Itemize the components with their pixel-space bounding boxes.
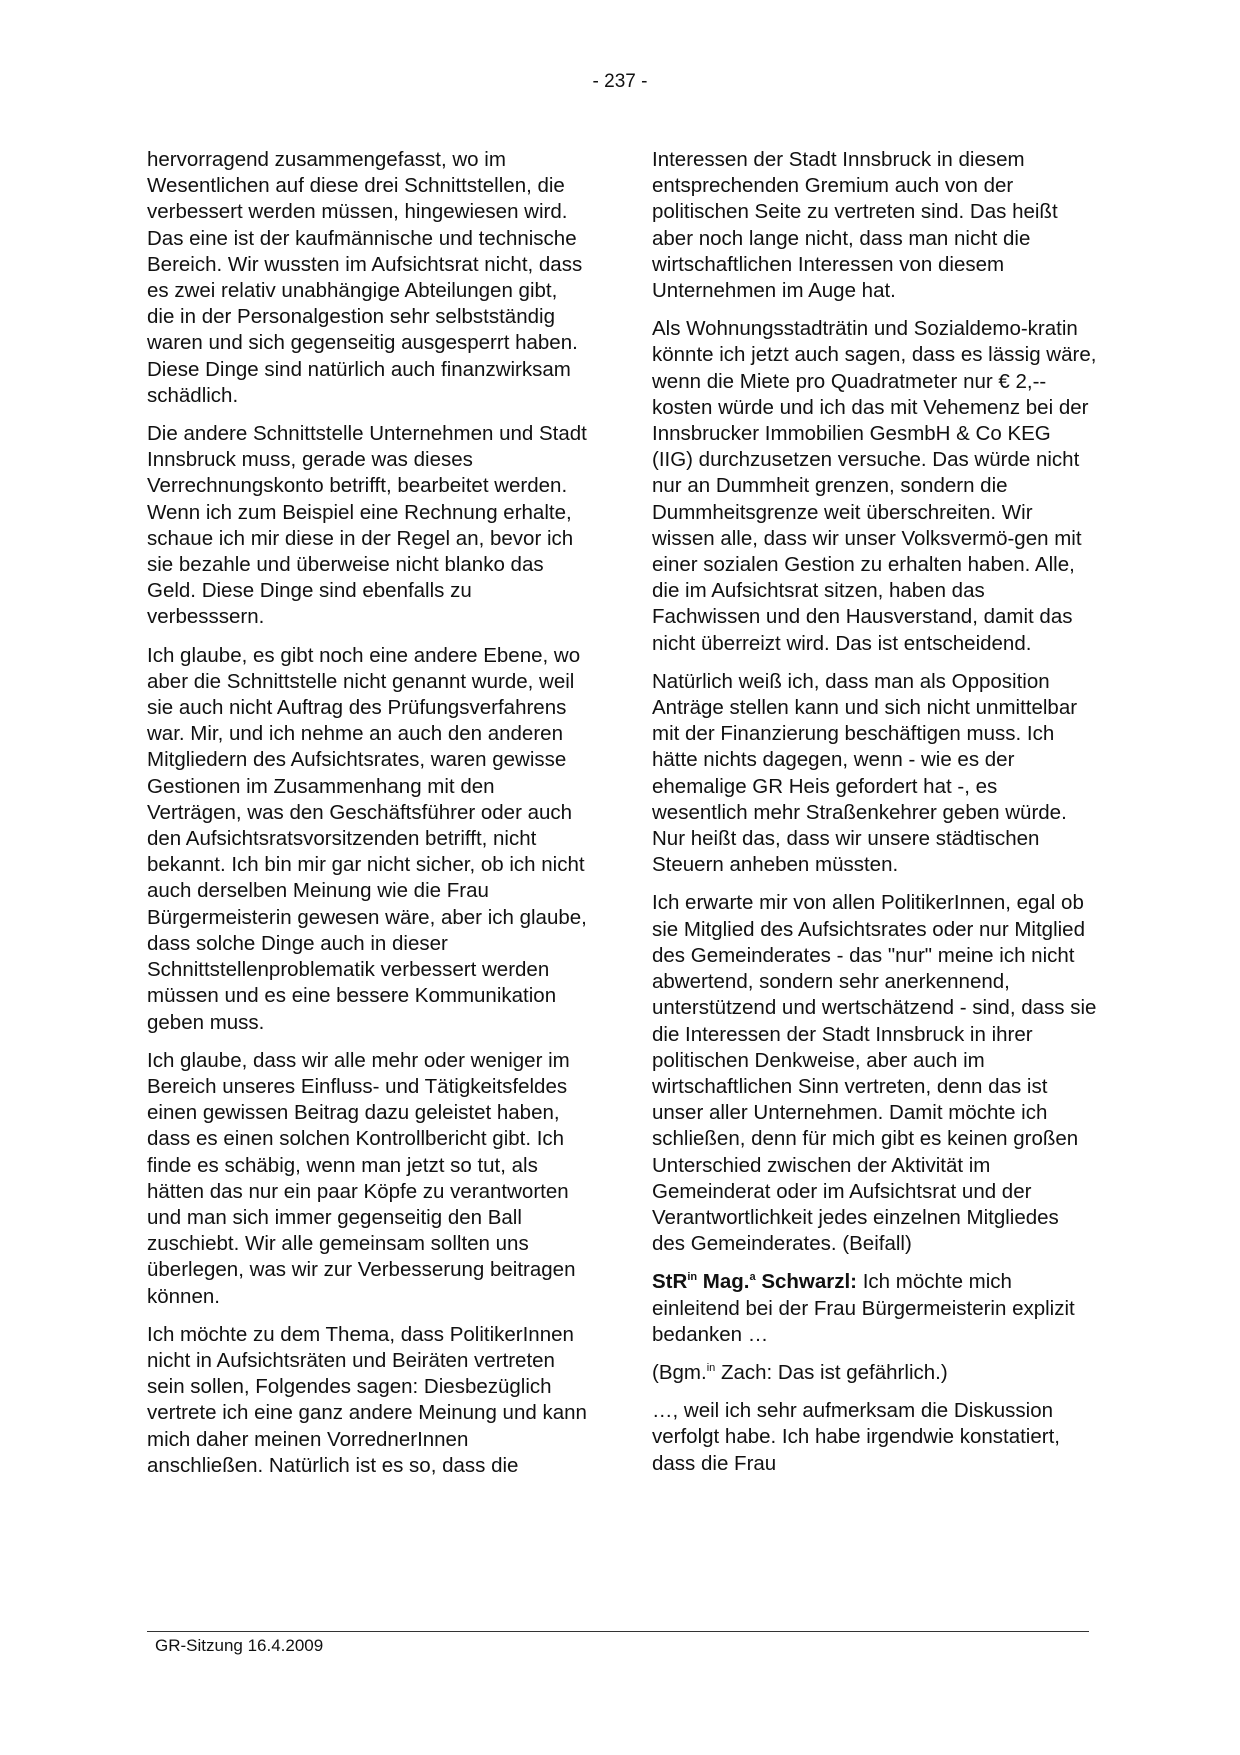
- paragraph: Ich erwarte mir von allen PolitikerInnen, egal ob sie Mitglied des Aufsichtsrates oder nur Mitglied des Gemeinderates - das "nur" meine ich nicht abwertend, sondern sehr anerkennend, unterstützend und wertschätzend - sind, dass sie die Interessen der Stadt Innsbruck in ihrer politischen Denkweise, aber auch im wirtschaftlichen Sinn vertreten, denn das ist unser aller Unternehmen. Damit möchte ich schließen, denn für mich gibt es keinen großen Unterschied zwischen der Aktivität im Gemeinderat oder im Aufsichtsrat und der Verantwortlichkeit jedes einzelnen Mitgliedes des Gemeinderates. (Beifall): [652, 891, 1097, 1256]
- paragraph: Ich möchte zu dem Thema, dass PolitikerInnen nicht in Aufsichtsräten und Beiräten vertreten sein sollen, Folgendes sagen: Diesbezüglich vertrete ich eine ganz andere Meinung und kann mich daher meinen VorrednerInnen anschließen. Natürlich ist es so, dass die: [147, 1322, 587, 1477]
- interjection: [652, 1360, 1097, 1386]
- speaker-text: Ich möchte mich einleitend bei der Frau Bürgermeisterin explizit bedanken …: [652, 1270, 1075, 1346]
- paragraph: Die andere Schnittstelle Unternehmen und Stadt Innsbruck muss, gerade was dieses Verrechnungskonto betrifft, bearbeitet werden. Wenn ich zum Beispiel eine Rechnung erhalte, schaue ich mir diese in der Regel an, bevor ich sie bezahle und überweise nicht blanko das Geld. Diese Dinge sind ebenfalls zu verbesssern.: [147, 422, 587, 629]
- paragraph: Natürlich weiß ich, dass man als Opposition Anträge stellen kann und sich nicht unmittelbar mit der Finanzierung beschäftigen muss. Ich hätte nichts dagegen, wenn - wie es der ehemalige GR Heis gefordert hat -, es wesentlich mehr Straßenkehrer geben würde. Nur heißt das, dass wir unsere städtischen Steuern anheben müssten.: [652, 669, 1078, 877]
- interjection-suffix: in: [706, 1362, 716, 1375]
- paragraph: Interessen der Stadt Innsbruck in diesem entsprechenden Gremium auch von der politischen Seite zu vertreten sind. Das heißt aber noch lange nicht, dass man nicht die wirtschaftlichen Interessen von diesem Unternehmen im Auge hat.: [652, 148, 1058, 303]
- speaker-paragraph: [652, 1269, 1097, 1348]
- left-column: [147, 147, 587, 1491]
- footer-text: GR-Sitzung 16.4.2009: [155, 1636, 324, 1655]
- speaker-title: StR: [652, 1270, 688, 1294]
- speaker-name: [652, 1270, 857, 1293]
- speaker-degree: Mag.: [697, 1270, 750, 1294]
- footer-divider: [147, 1631, 1089, 1632]
- paragraph: Ich glaube, es gibt noch eine andere Ebene, wo aber die Schnittstelle nicht genannt wurde, weil sie auch nicht Auftrag des Prüfungsverfahrens war. Mir, und ich nehme an auch den anderen Mitgliedern des Aufsichtsrates, waren gewisse Gestionen im Zusammenhang mit den Verträgen, was den Geschäftsführer oder auch den Aufsichtsratsvorsitzenden betrifft, nicht bekannt. Ich bin mir gar nicht sicher, ob ich nicht auch derselben Meinung wie die Frau Bürgermeisterin gewesen wäre, aber ich glaube, dass solche Dinge auch in dieser Schnittstellenproblematik verbessert werden müssen und es eine bessere Kommunikation geben muss.: [147, 643, 587, 1034]
- interjection-open: (Bgm.: [652, 1360, 707, 1384]
- paragraph: Als Wohnungsstadträtin und Sozialdemo-kratin könnte ich jetzt auch sagen, dass es lässig wäre, wenn die Miete pro Quadratmeter nur € 2,-- kosten würde und ich das mit Vehemenz bei der Innsbrucker Immobilien GesmbH & Co KEG (IIG) durchzusetzen versuche. Das würde nicht nur an Dummheit grenzen, sondern die Dummheitsgrenze weit überschreiten. Wir wissen alle, dass wir unser Volksvermö-gen mit einer sozialen Gestion zu erhalten haben. Alle, die im Aufsichtsrat sitzen, haben das Fachwissen und den Hausverstand, damit das nicht überreizt wird. Das ist entscheidend.: [652, 317, 1097, 655]
- paragraph: …, weil ich sehr aufmerksam die Diskussion verfolgt habe. Ich habe irgendwie konstatiert, dass die Frau: [652, 1399, 1060, 1475]
- speaker-surname: Schwarzl:: [755, 1270, 858, 1294]
- interjection-text: Zach: Das ist gefährlich.): [715, 1360, 948, 1384]
- right-column: [652, 147, 1097, 1489]
- speaker-degree-suffix: a: [749, 1271, 756, 1284]
- page-number: - 237 -: [592, 71, 648, 92]
- paragraph: Ich glaube, dass wir alle mehr oder weniger im Bereich unseres Einfluss- und Tätigkeitsfeldes einen gewissen Beitrag dazu geleistet haben, dass es einen solchen Kontrollbericht gibt. Ich finde es schäbig, wenn man jetzt so tut, als hätten das nur ein paar Köpfe zu verantworten und man sich immer gegenseitig den Ball zuschiebt. Wir alle gemeinsam sollten uns überlegen, was wir zur Verbesserung beitragen können.: [147, 1048, 576, 1308]
- speaker-title-suffix: in: [687, 1271, 698, 1284]
- paragraph: hervorragend zusammengefasst, wo im Wesentlichen auf diese drei Schnittstellen, die verbessert werden müssen, hingewiesen wird. Das eine ist der kaufmännische und technische Bereich. Wir wussten im Aufsichtsrat nicht, dass es zwei relativ unabhängige Abteilungen gibt, die in der Personalgestion sehr selbstständig waren und sich gegenseitig ausgesperrt haben. Diese Dinge sind natürlich auch finanzwirksam schädlich.: [147, 148, 583, 407]
